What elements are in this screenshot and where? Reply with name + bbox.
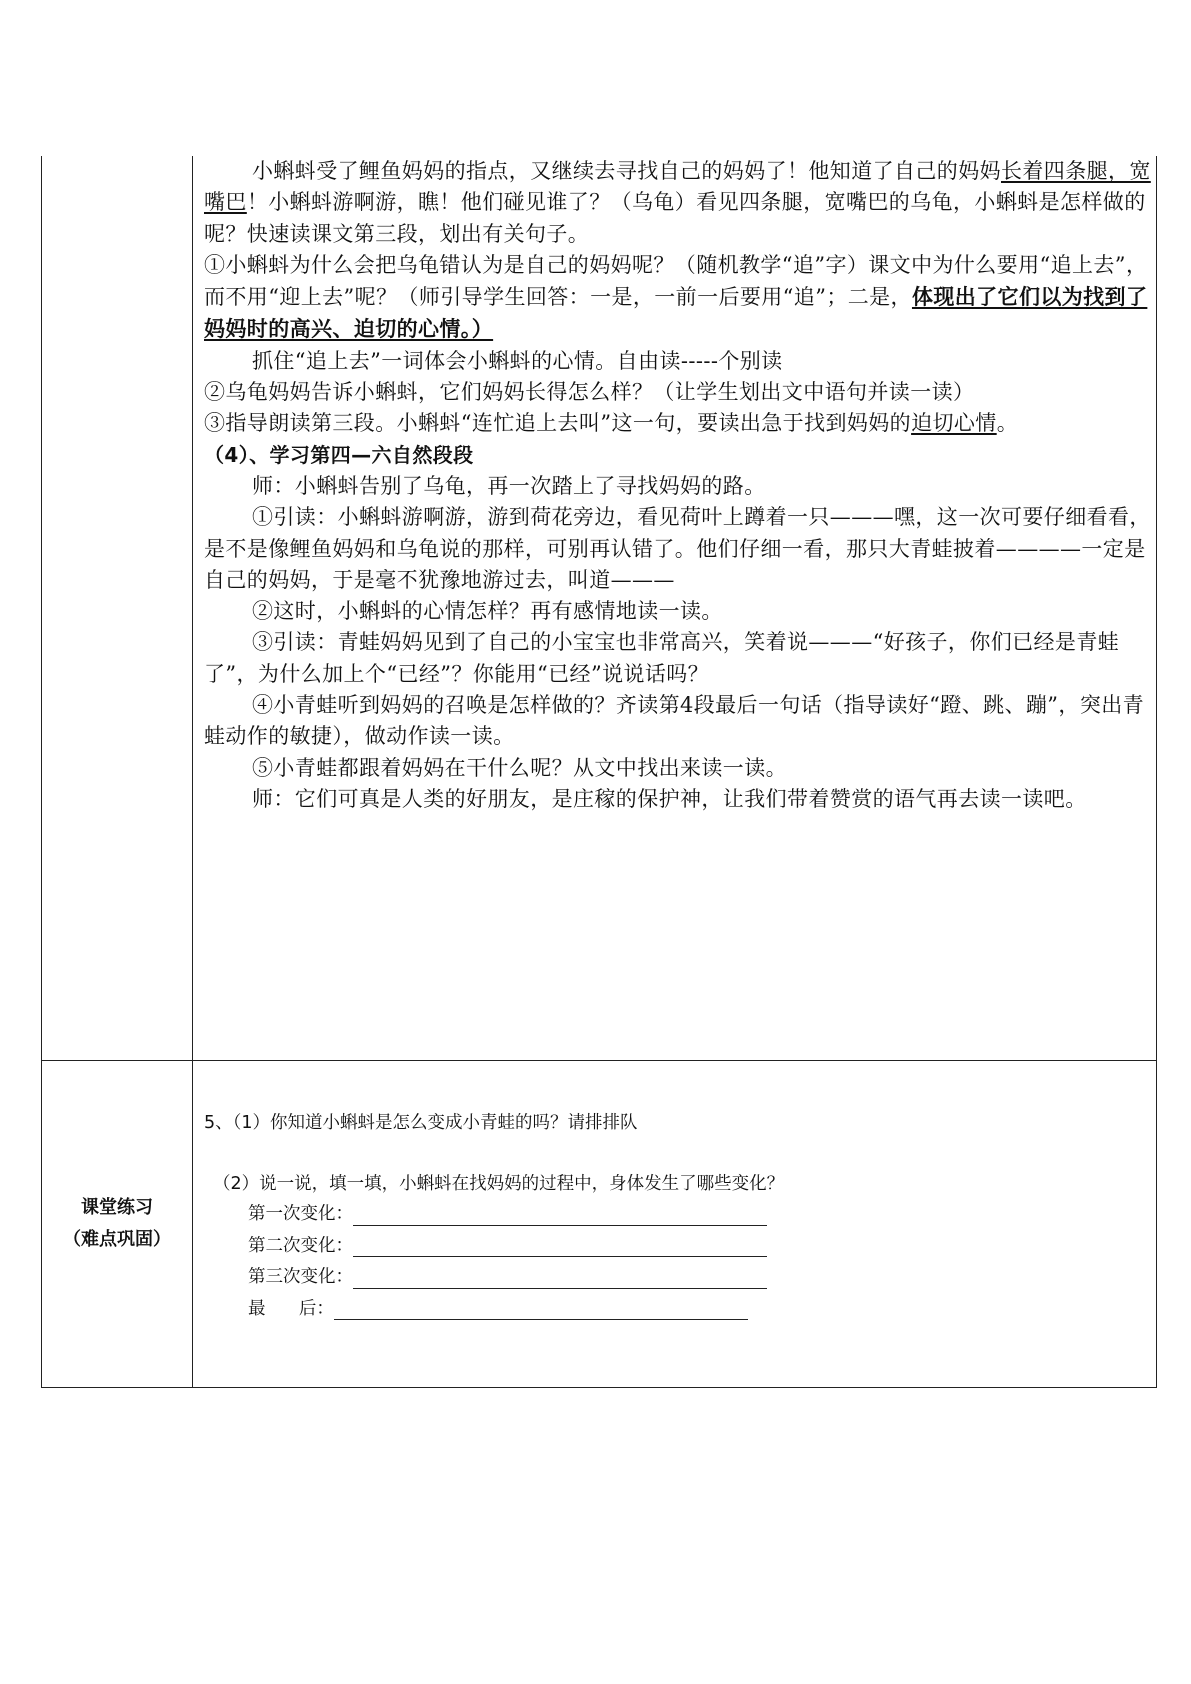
fill-label: 第一次变化：: [248, 1204, 353, 1224]
text-span: 小蝌蚪受了鲤鱼妈妈的指点，又继续去寻找自己的妈妈了！他知道了自己的妈妈: [252, 159, 1001, 183]
practice-row: [42, 1061, 1157, 1388]
text-span: ③指导朗读第三段。小蝌蚪“连忙追上去叫”这一句，要读出急于找到妈妈的: [204, 411, 912, 436]
fill-row: [204, 1294, 1156, 1326]
practice-content-cell: [193, 1061, 1157, 1388]
practice-label-line1: 课堂练习: [81, 1197, 153, 1218]
underlined-text: 迫切心情: [911, 411, 997, 436]
practice-content: [193, 1108, 1156, 1325]
paragraph-intro: [204, 156, 1156, 250]
text-span: 。: [996, 411, 1019, 436]
text-span: ①小蝌蚪为什么会把乌龟错认为是自己的妈妈呢？（随机教学“追”字）课文中为什么要用“追上去”，而不用“迎上去”呢？（师引导学生回答：一是，一前一后要用“追”；二是，: [204, 252, 1148, 310]
practice-question-2: （2）说一说，填一填，小蝌蚪在找妈妈的过程中，身体发生了哪些变化？: [213, 1174, 785, 1194]
answer-blank[interactable]: [353, 1201, 767, 1226]
practice-label-line2: （难点巩固）: [63, 1229, 171, 1250]
step-3: ③引读：青蛙妈妈见到了自己的小宝宝也非常高兴，笑着说———“好孩子，你们已经是青蛙了”，为什么加上个“已经”？你能用“已经”说说话吗？: [204, 630, 1120, 686]
step-4: ④小青蛙听到妈妈的召唤是怎样做的？齐读第4段最后一句话（指导读好“蹬、跳、蹦”，突出青蛙动作的敏捷），做动作读一读。: [204, 693, 1145, 749]
paragraph-feeling: 抓住“追上去”一词体会小蝌蚪的心情。自由读-----个别读: [252, 348, 783, 373]
fill-label: 最 后：: [248, 1298, 334, 1319]
fill-row: [204, 1262, 1156, 1294]
teacher-line-2: 师：它们可真是人类的好朋友，是庄稼的保护神，让我们带着赞赏的语气再去读一读吧。: [252, 786, 1087, 811]
teacher-line-1: 师：小蝌蚪告别了乌龟，再一次踏上了寻找妈妈的路。: [252, 473, 766, 498]
question-2: ②乌龟妈妈告诉小蝌蚪，它们妈妈长得怎么样？（让学生划出文中语句并读一读）: [204, 380, 975, 405]
question-1: [204, 250, 1156, 346]
practice-question-1: 5、（1）你知道小蝌蚪是怎么变成小青蛙的吗？请排排队: [204, 1113, 638, 1133]
teaching-content-cell: [193, 156, 1157, 1061]
answer-blank[interactable]: [353, 1264, 767, 1289]
teaching-content: [193, 156, 1156, 815]
question-3: [204, 408, 1156, 439]
step-5: ⑤小青蛙都跟着妈妈在干什么呢？从文中找出来读一读。: [252, 755, 787, 780]
fill-row: [204, 1199, 1156, 1231]
step-1: ①引读：小蝌蚪游啊游，游到荷花旁边，看见荷叶上蹲着一只———嘿，这一次可要仔细看看，是不是像鲤鱼妈妈和乌龟说的那样，可别再认错了。他们仔细一看，那只大青蛙披着————一定是自己的妈妈，于是毫不犹豫地游过去，叫道———: [204, 505, 1151, 592]
section-heading: （4）、学习第四—六自然段段: [204, 442, 474, 467]
answer-blank[interactable]: [334, 1295, 748, 1320]
empty-label-cell: [42, 156, 193, 1061]
answer-blank[interactable]: [353, 1232, 767, 1257]
text-span: ！小蝌蚪游啊游，瞧！他们碰见谁了？（乌龟）看见四条腿，宽嘴巴的乌龟，小蝌蚪是怎样做的呢？快速读课文第三段，划出有关句子。: [204, 190, 1146, 246]
fill-row: [204, 1231, 1156, 1263]
fill-label: 第二次变化：: [248, 1235, 353, 1256]
fill-label: 第三次变化：: [248, 1267, 353, 1287]
underlined-text: 长着四条腿，宽嘴巴: [204, 159, 1151, 215]
underlined-bold-text: 体现出了它们以为找到了妈妈时的高兴、迫切的心情。）: [204, 284, 1148, 342]
lesson-plan-table: [41, 156, 1157, 1388]
practice-label-cell: [42, 1061, 193, 1388]
step-2: ②这时，小蝌蚪的心情怎样？再有感情地读一读。: [252, 599, 723, 624]
teaching-process-row: [42, 156, 1157, 1061]
